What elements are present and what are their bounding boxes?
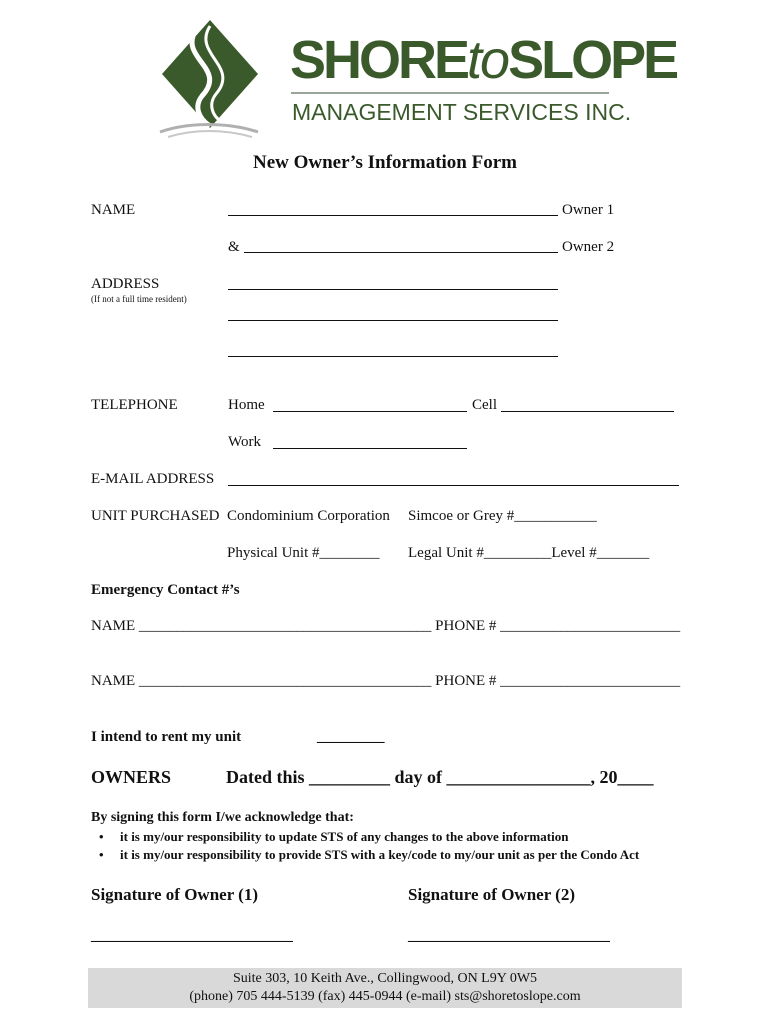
address-label: ADDRESS: [91, 276, 160, 292]
emergency-contact-row-2[interactable]: NAME _______________________________________ PHONE # ________________________: [91, 673, 681, 689]
address-field-line-3[interactable]: [228, 356, 558, 357]
address-field-line-2[interactable]: [228, 320, 558, 321]
work-phone-label: Work: [228, 434, 261, 450]
footer-contact-box: [88, 968, 682, 1008]
dated-line[interactable]: Dated this _________ day of ________________, 20____: [226, 767, 654, 787]
owner2-name-field[interactable]: [244, 252, 558, 253]
cell-phone-field[interactable]: [501, 411, 674, 412]
signature-owner-2-field[interactable]: ____________________________: [408, 928, 610, 944]
logo-wordmark: [290, 28, 676, 92]
logo-mark-icon: [158, 18, 262, 138]
unit-purchased-label: UNIT PURCHASED: [91, 508, 220, 524]
logo-brand-right: SLOPE: [508, 30, 677, 90]
emergency-contact-row-1[interactable]: NAME _______________________________________ PHONE # ________________________: [91, 618, 681, 634]
email-field[interactable]: [228, 485, 679, 486]
signature-owner-2-label: Signature of Owner (2): [408, 885, 576, 904]
footer-address: Suite 303, 10 Keith Ave., Collingwood, ON L9Y 0W5: [232, 971, 538, 986]
simcoe-grey-field[interactable]: Simcoe or Grey #___________: [408, 508, 597, 524]
form-title: New Owner’s Information Form: [252, 152, 517, 173]
acknowledge-item-2: it is my/our responsibility to provide STS with a key/code to my/our unit as per the Condo Act: [120, 847, 640, 862]
telephone-label: TELEPHONE: [91, 397, 178, 413]
owner2-label: Owner 2: [562, 239, 615, 255]
logo-brand-mid: to: [467, 30, 509, 90]
condo-corporation-label: Condominium Corporation: [227, 508, 390, 524]
signature-owner-1-field[interactable]: ____________________________: [91, 928, 293, 944]
logo-brand-left: SHORE: [290, 30, 468, 90]
home-phone-field[interactable]: [273, 411, 467, 412]
physical-unit-field[interactable]: Physical Unit #________: [227, 545, 380, 561]
signature-owner-1-label: Signature of Owner (1): [91, 885, 259, 904]
rent-intent-field[interactable]: _________: [317, 729, 385, 745]
legal-unit-level-field[interactable]: Legal Unit #_________Level #_______: [408, 545, 650, 561]
address-field-line-1[interactable]: [228, 289, 558, 290]
owner1-name-field[interactable]: [228, 215, 558, 216]
work-phone-field[interactable]: [273, 448, 467, 449]
home-phone-label: Home: [228, 397, 265, 413]
acknowledge-intro: By signing this form I/we acknowledge that:: [91, 810, 354, 825]
rent-intent-label: I intend to rent my unit: [91, 729, 242, 745]
footer-contact: (phone) 705 444-5139 (fax) 445-0944 (e-mail) sts@shoretoslope.com: [189, 989, 581, 1004]
bullet-icon: •: [99, 847, 104, 862]
emergency-contact-heading: Emergency Contact #’s: [91, 582, 240, 598]
email-label: E-MAIL ADDRESS: [91, 471, 215, 487]
logo-subtitle: MANAGEMENT SERVICES INC.: [292, 99, 632, 125]
owners-label: OWNERS: [91, 767, 172, 787]
ampersand-label: &: [228, 239, 240, 255]
acknowledge-item-1: it is my/our responsibility to update STS of any changes to the above information: [120, 829, 569, 844]
owner1-label: Owner 1: [562, 202, 615, 218]
logo-divider: [291, 92, 609, 94]
cell-phone-label: Cell: [472, 397, 497, 413]
name-label: NAME: [91, 202, 136, 218]
bullet-icon: •: [99, 829, 104, 844]
address-note: (If not a full time resident): [91, 294, 187, 304]
